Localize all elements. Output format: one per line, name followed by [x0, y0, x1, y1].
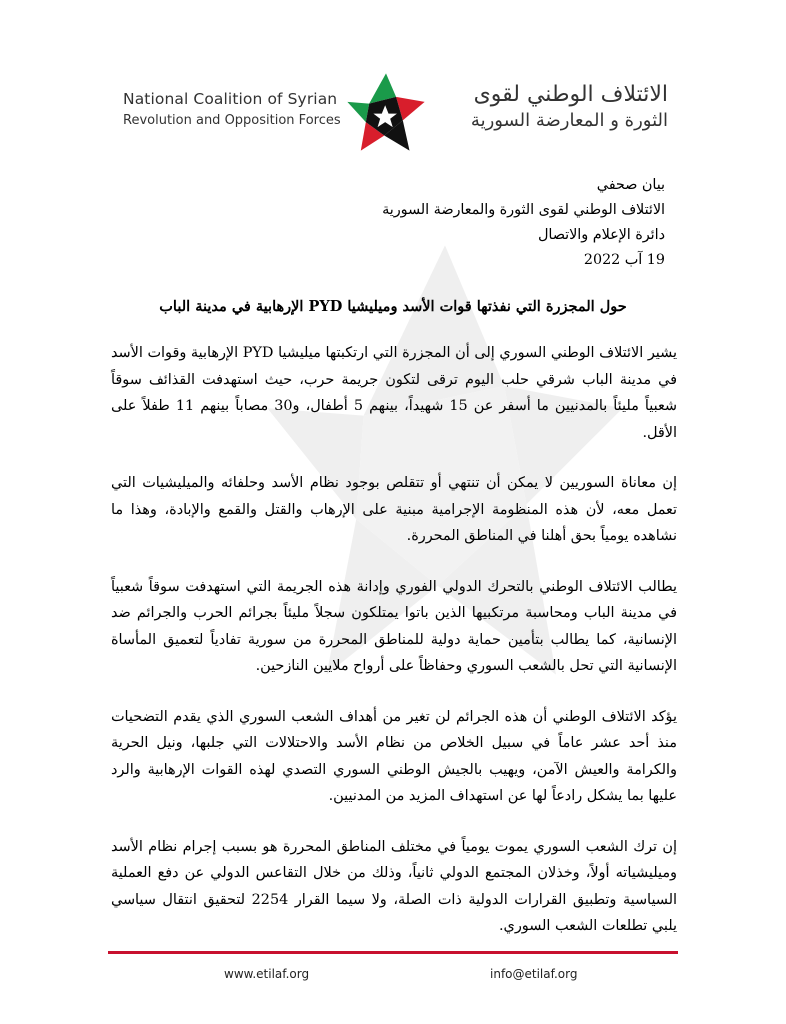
org-name-english-line1: National Coalition of Syrian [123, 90, 338, 108]
issuing-organization: الائتلاف الوطني لقوى الثورة والمعارضة السورية [382, 202, 665, 218]
press-release-headline: حول المجزرة التي نفذتها قوات الأسد وميليشيا PYD الإرهابية في مدينة الباب [159, 298, 627, 315]
footer-divider [108, 951, 678, 954]
document-type: بيان صحفي [596, 177, 665, 193]
org-name-arabic [471, 82, 668, 134]
footer-website[interactable]: www.etilaf.org [224, 967, 310, 981]
org-name-english-line2: Revolution and Opposition Forces [123, 113, 341, 128]
body-paragraph: يشير الائتلاف الوطني السوري إلى أن المجزرة التي ارتكبتها ميليشيا PYD الإرهابية وقوات الأسد في مدينة الباب شرقي حلب اليوم ترقى لتكون جريمة حرب، حيث استهدفت القذائف سوقاً شعبياً مليئاً بالمدنيين ما أسفر عن 15 شهيداً، بينهم 5 أطفال، و30 مصاباً بينهم 11 طفلاً على الأقل. [111, 345, 677, 441]
press-release-body [111, 340, 677, 964]
coalition-star-logo [344, 70, 428, 154]
body-paragraph: إن معاناة السوريين لا يمكن أن تنتهي أو تتقلص بوجود نظام الأسد وحلفائه والميليشيات التي تعمل معه، لأن هذه المنظومة الإجرامية مبنية على الإرهاب والقتل والقمع والإبادة، وهذا ما نشاهده يومياً بحق أهلنا في المناطق المحررة. [111, 475, 677, 544]
body-paragraph: يؤكد الائتلاف الوطني أن هذه الجرائم لن تغير من أهداف الشعب السوري الذي يقدم التضحيات منذ أحد عشر عاماً في سبيل الخلاص من نظام الأسد والاحتلالات التي جلبها، ونيل الحرية والكرامة والعيش الآمن، ويهيب بالجيش الوطني السوري التصدي لهذه القوات الإرهابية والرد عليها بما يشكل رادعاً لها عن استهداف المزيد من المدنيين. [111, 708, 677, 804]
department: دائرة الإعلام والاتصال [538, 227, 665, 243]
body-paragraph: إن ترك الشعب السوري يموت يومياً في مختلف المناطق المحررة هو بسبب إجرام نظام الأسد وميليشياته أولاً، وخذلان المجتمع الدولي ثانياً، وذلك من خلال التقاعس الدولي عن دفع العملية السياسية وتطبيق القرارات الدولية ذات الصلة، ولا سيما القرار 2254 لتحقيق انتقال سياسي يلبي تطلعات الشعب السوري. [111, 838, 678, 934]
org-name-english [123, 88, 341, 132]
footer-email[interactable]: info@etilaf.org [490, 967, 578, 981]
body-paragraph: يطالب الائتلاف الوطني بالتحرك الدولي الفوري وإدانة هذه الجريمة التي استهدفت سوقاً شعبياً في مدينة الباب ومحاسبة مرتكبيها الذين باتوا يمتلكون سجلاً مليئاً بجرائم الحرب والجرائم ضد الإنسانية، كما يطالب بتأمين حماية دولية للمناطق المحررة من سورية تفادياً لتعميق المأساة الإنسانية التي تحل بالشعب السوري وحفاظاً على أرواح ملايين النازحين. [111, 578, 677, 674]
letterhead [0, 60, 786, 150]
press-release-meta [245, 173, 665, 273]
release-date: 19 آب 2022 [583, 252, 665, 268]
org-name-arabic-line2: الثورة و المعارضة السورية [470, 110, 668, 131]
org-name-arabic-line1: الائتلاف الوطني لقوى [473, 82, 668, 107]
